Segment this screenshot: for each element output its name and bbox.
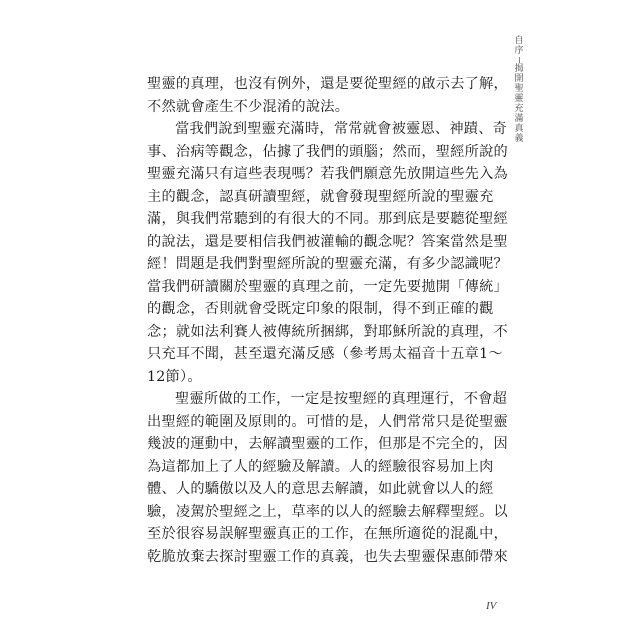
text-line: 12節）。 <box>147 368 202 385</box>
text-line: 出聖經的範圍及原則的。可惜的是，人們常常只是從聖靈 <box>147 413 508 430</box>
running-header-divider <box>519 57 520 63</box>
running-header-title: 揭開聖靈充滿真義 <box>514 64 524 144</box>
text-line: 念；就如法利賽人被傳統所捆綁，對耶穌所說的真理，不 <box>147 323 508 340</box>
text-line: 幾波的運動中，去解讀聖靈的工作，但那是不完全的，因 <box>147 436 508 452</box>
page-number: IV <box>486 600 497 612</box>
text-line: 體、人的驕傲以及人的意思去解讀，如此就會以人的經 <box>147 481 494 497</box>
text-line: 只充耳不聞，甚至還充滿反感（參考馬太福音十五章1～ <box>147 346 503 362</box>
text-line: 的觀念，否則就會受既定印象的限制，得不到正確的觀 <box>147 301 494 317</box>
text-line: 至於很容易誤解聖靈真正的工作，在無所適從的混亂中， <box>147 526 508 542</box>
text-line: 的說法，還是要相信我們被灌輸的觀念呢？答案當然是聖 <box>147 233 508 250</box>
text-line: 滿，與我們常聽到的有很大的不同。那到底是要聽從聖經 <box>147 211 508 227</box>
text-line: 經！問題是我們對聖經所說的聖靈充滿，有多少認識呢？ <box>147 256 508 272</box>
text-line: 主的觀念，認真研讀聖經，就會發現聖經所說的聖靈充 <box>147 188 494 205</box>
paragraph-start-line: 當我們說到聖靈充滿時，常常就會被靈恩、神蹟、奇 <box>175 121 508 137</box>
text-line: 乾脆放棄去探討聖靈工作的真義，也失去聖靈保惠師帶來 <box>147 548 508 565</box>
running-header <box>512 36 526 144</box>
paragraph-start-line: 聖靈所做的工作，一定是按聖經的真理運行，不會超 <box>175 391 508 407</box>
text-line: 聖靈的真理，也沒有例外，還是要從聖經的啟示去了解， <box>147 76 508 92</box>
text-line: 驗，凌駕於聖經之上，草率的以人的經驗去解釋聖經。以 <box>147 503 508 520</box>
text-line: 當我們研讀關於聖靈的真理之前，一定先要拋開「傳統」 <box>147 278 508 295</box>
text-line: 不然就會產生不少混淆的說法。 <box>147 98 350 115</box>
text-line: 事、治病等觀念，佔據了我們的頭腦；然而，聖經所說的 <box>147 143 508 160</box>
body-text <box>147 73 508 568</box>
running-header-chapter: 自序 <box>514 36 524 56</box>
text-line: 聖靈充滿只有這些表現嗎？若我們願意先放開這些先入為 <box>147 166 508 182</box>
text-line: 為這都加上了人的經驗及解讀。人的經驗很容易加上肉 <box>147 458 494 475</box>
